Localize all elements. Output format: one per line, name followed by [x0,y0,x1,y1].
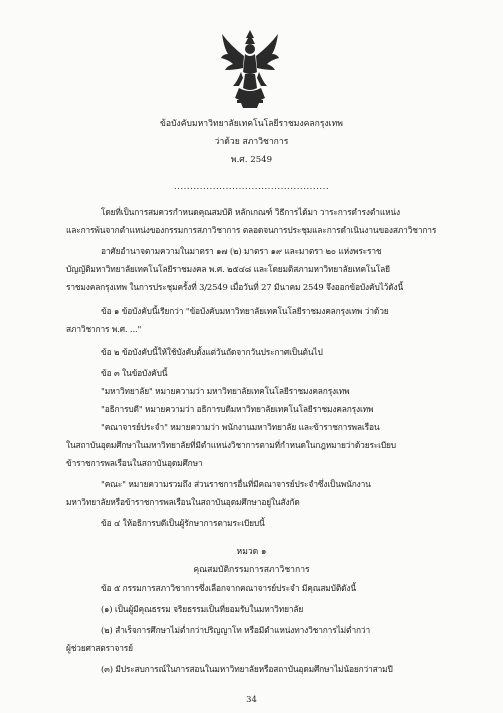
preamble-line: และการพ้นจากตำแหน่งของกรรมการสภาวิชาการ ตลอดจนการประชุมและการดำเนินงานของสภาวิชาการ [66,225,437,235]
document-year: พ.ศ. 2549 [230,155,273,165]
definition-faculty-cont: มหาวิทยาลัยหรือข้าราชการพลเรือนในสถาบันอุดมศึกษาอยู่ในสังกัด [66,497,300,507]
definition-president: "อธิการบดี" หมายความว่า อธิการบดีมหาวิทยาลัยเทคโนโลยีราชมงคลกรุงเทพ [101,404,374,414]
qualification-item: (๓) มีประสบการณ์ในการสอนในมหาวิทยาลัยหรือสถาบันอุดมศึกษาไม่น้อยกว่าสามปี [101,664,393,674]
preamble-line: บัญญัติมหาวิทยาลัยเทคโนโลยีราชมงคล พ.ศ. ๒๕๔๘ และโดยมติสภามหาวิทยาลัยเทคโนโลยี [66,264,390,274]
preamble-line: โดยที่เป็นการสมควรกำหนดคุณสมบัติ หลักเกณฑ์ วิธีการได้มา วาระการดำรงตำแหน่ง [101,207,400,217]
preamble-line: ราชมงคลกรุงเทพ ในการประชุมครั้งที่ 3/2549 เมื่อวันที่ 27 มีนาคม 2549 จึงออกข้อบังคับไว้ดังนี้ [66,282,404,292]
divider: ................................................ [173,182,330,192]
clause-1-cont: สภาวิชาการ พ.ศ. ..." [66,324,142,334]
clause-4: ข้อ ๔ ให้อธิการบดีเป็นผู้รักษาการตามระเบียบนี้ [101,518,265,528]
definition-faculty: "คณะ" หมายความรวมถึง ส่วนราชการอื่นที่มีคณาจารย์ประจำซึ่งเป็นพนักงาน [101,479,371,489]
clause-1: ข้อ ๑ ข้อบังคับนี้เรียกว่า "ข้อบังคับมหาวิทยาลัยเทคโนโลยีราชมงคลกรุงเทพ ว่าด้วย [101,306,389,316]
definition-faculty-staff-cont: ข้าราชการพลเรือนในสถาบันอุดมศึกษา [66,458,203,468]
definition-faculty-staff: "คณาจารย์ประจำ" หมายความว่า พนักงานมหาวิทยาลัย และข้าราชการพลเรือน [101,422,380,432]
section-title: คุณสมบัติกรรมการสภาวิชาการ [193,565,310,575]
qualification-item: (๑) เป็นผู้มีคุณธรรม จริยธรรมเป็นที่ยอมรับในมหาวิทยาลัย [101,604,304,614]
clause-5: ข้อ ๕ กรรมการสภาวิชาการซึ่งเลือกจากคณาจารย์ประจำ มีคุณสมบัติดังนี้ [101,583,356,593]
definition-faculty-staff-cont: ในสถาบันอุดมศึกษาในมหาวิทยาลัยที่มีตำแหน่งวิชาการตามที่กำหนดในกฎหมายว่าด้วยระเบียบ [66,440,396,450]
definition-university: "มหาวิทยาลัย" หมายความว่า มหาวิทยาลัยเทคโนโลยีราชมงคลกรุงเทพ [101,386,350,396]
qualification-item: (๒) สำเร็จการศึกษาไม่ต่ำกว่าปริญญาโท หรือมีตำแหน่งทางวิชาการไม่ต่ำกว่า [101,625,371,635]
document-subject: ว่าด้วย สภาวิชาการ [214,137,289,147]
garuda-emblem-icon [219,28,281,110]
document-title: ข้อบังคับมหาวิทยาลัยเทคโนโลยีราชมงคลกรุงเทพ [160,119,343,129]
page-number: 34 [246,694,257,704]
clause-2: ข้อ ๒ ข้อบังคับนี้ให้ใช้บังคับตั้งแต่วันถัดจากวันประกาศเป็นต้นไป [101,347,323,357]
clause-3: ข้อ ๓ ในข้อบังคับนี้ [101,368,168,378]
qualification-item-cont: ผู้ช่วยศาสตราจารย์ [66,643,133,653]
section-number: หมวด ๑ [236,547,267,557]
preamble-line: อาศัยอำนาจตามความในมาตรา ๑๗ (๒) มาตรา ๑๙ และมาตรา ๒๐ แห่งพระราช [101,246,382,256]
